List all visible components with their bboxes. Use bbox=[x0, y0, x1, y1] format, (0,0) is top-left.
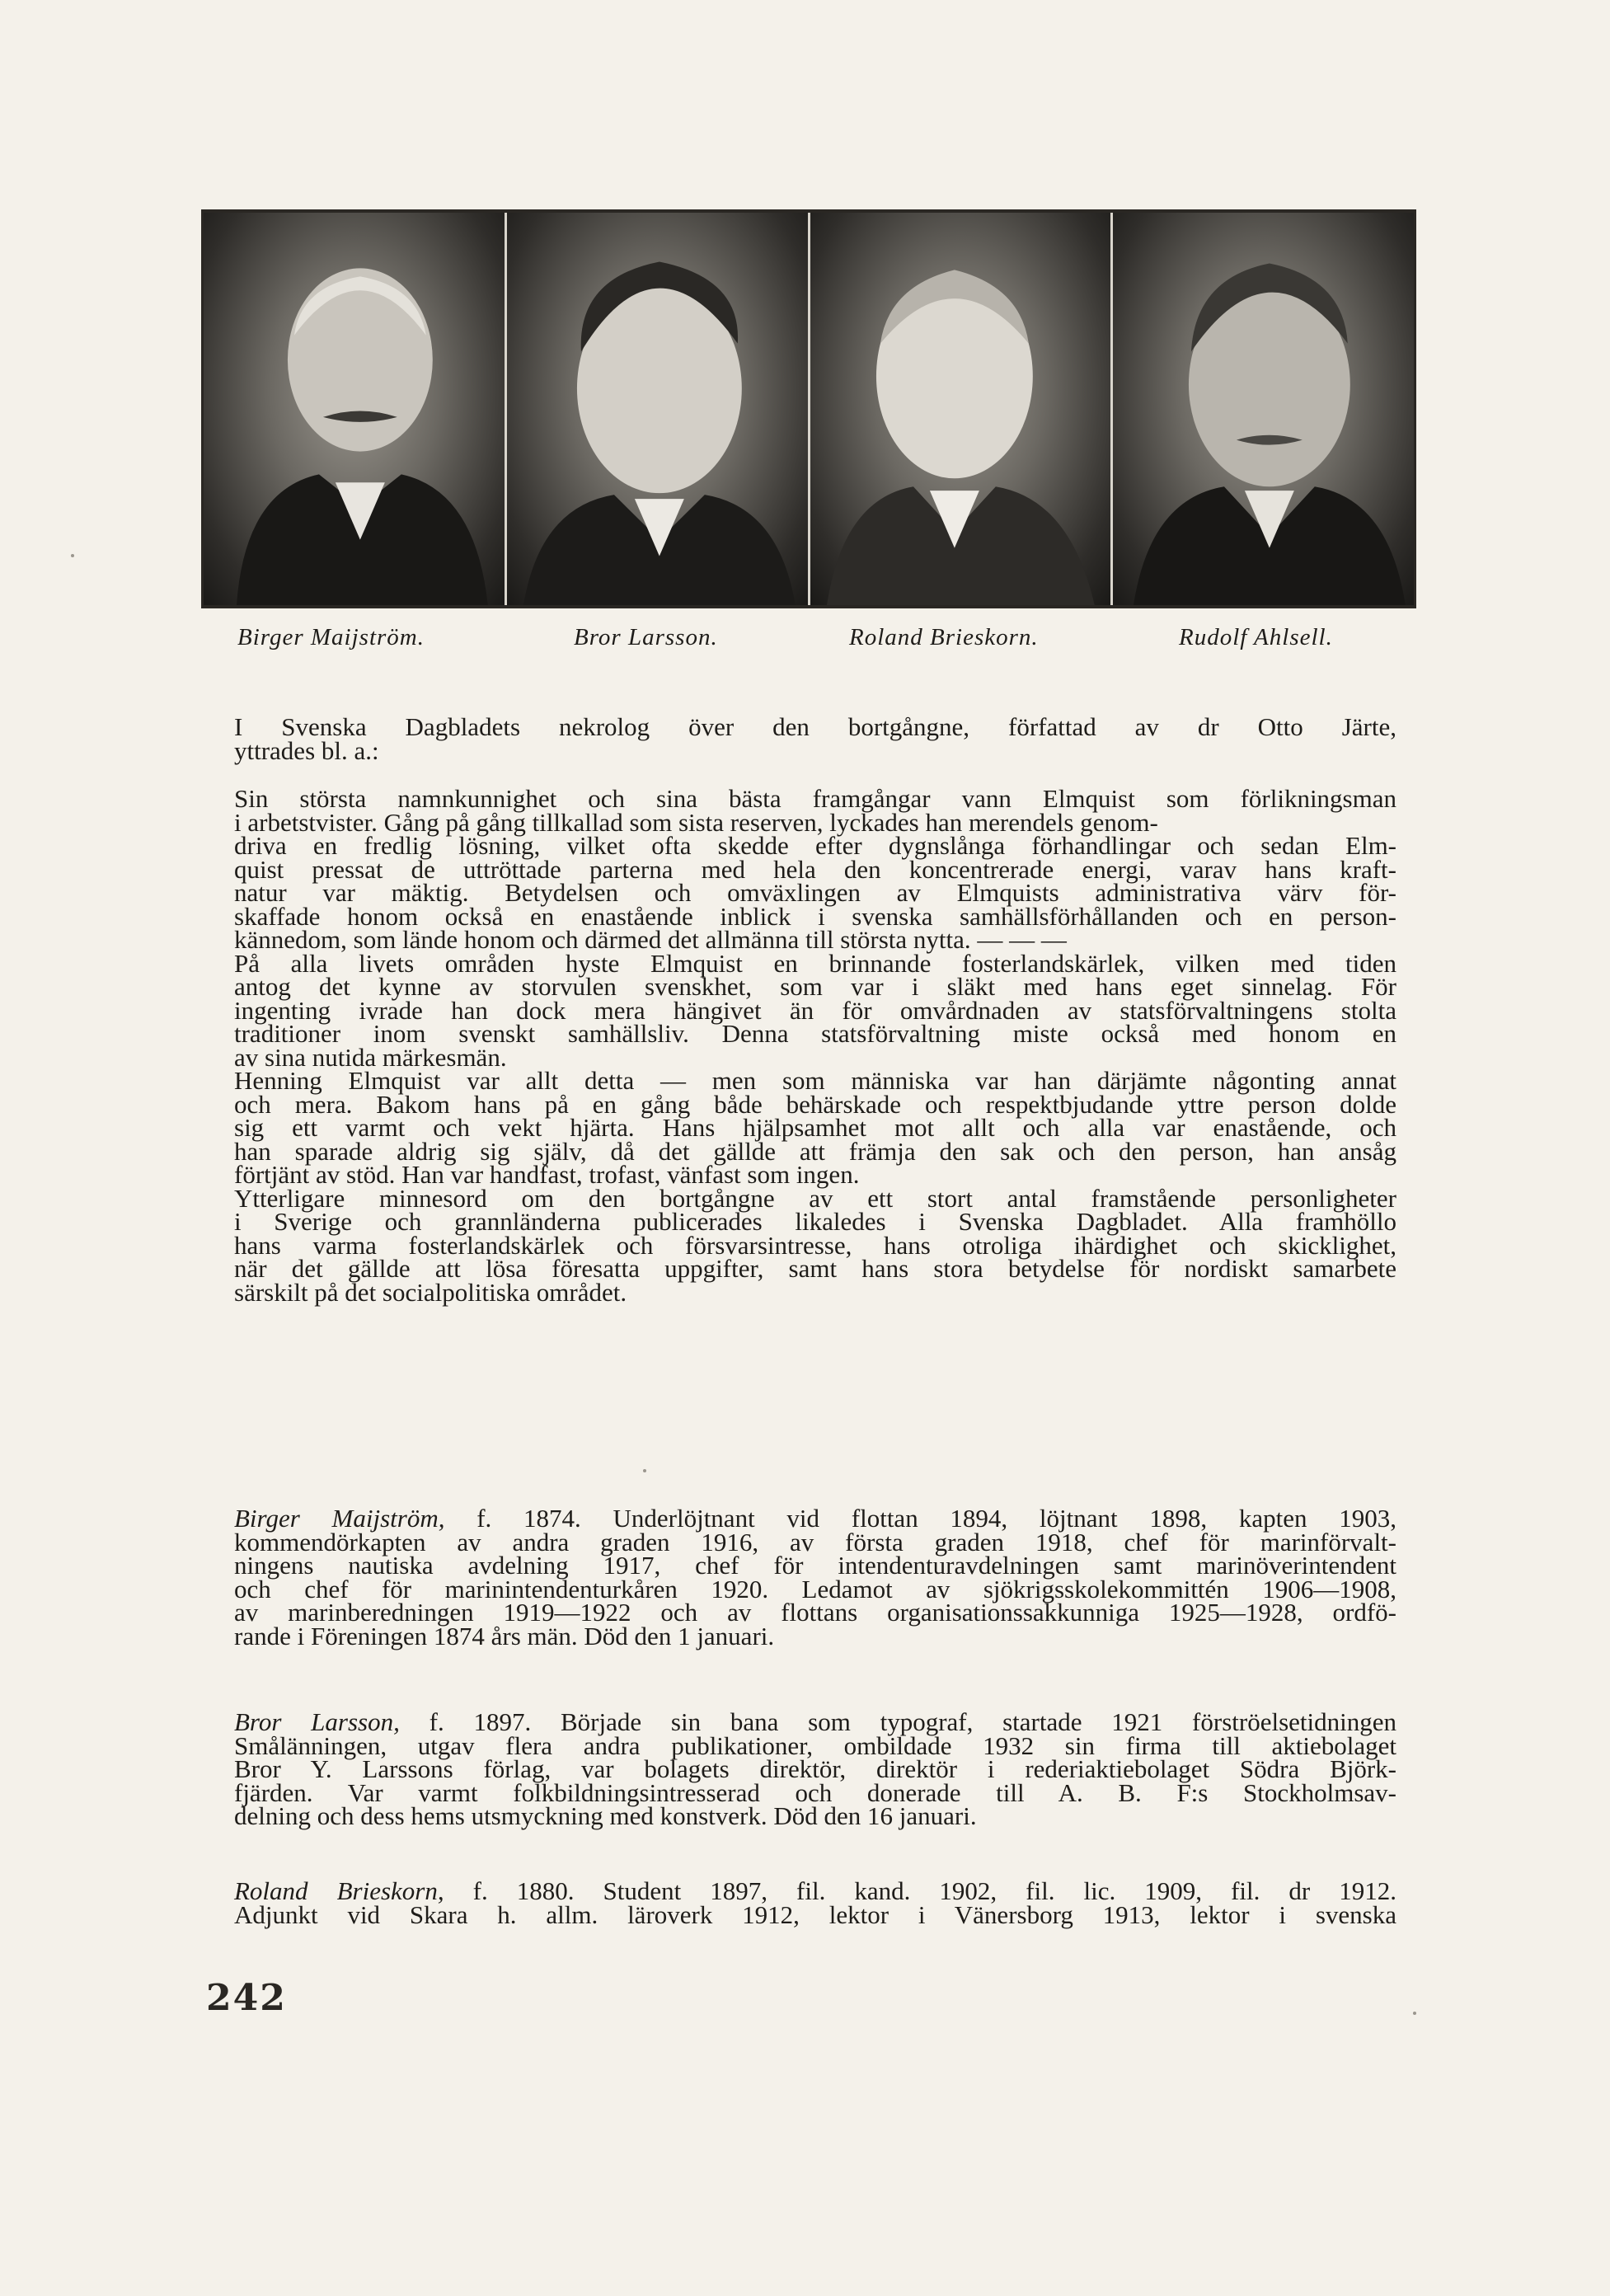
portrait-bror-larsson bbox=[507, 213, 810, 605]
text-line: skaffade honom också en enastående inblick i svenska samhällsförhållanden och en person- bbox=[234, 901, 1396, 931]
text-line: och mera. Bakom hans på en gång både behärskade och respektbjudande yttre person dolde bbox=[234, 1089, 1396, 1119]
text-line: av sina nutida märkesmän. bbox=[234, 1042, 507, 1072]
text-line: ningens nautiska avdelning 1917, chef för intendenturavdelningen samt marinöverintendent bbox=[234, 1551, 1396, 1580]
text-line: och chef för marinintendenturkåren 1920. Ledamot av sjökrigsskolekommittén 1906—1908, bbox=[234, 1574, 1396, 1603]
paper-speck bbox=[1413, 2012, 1416, 2015]
text-line: yttrades bl. a.: bbox=[234, 735, 379, 765]
paper-speck bbox=[643, 1469, 646, 1472]
bio-roland-brieskorn bbox=[234, 1876, 1396, 1929]
portrait-silhouette bbox=[810, 213, 1111, 605]
portrait-silhouette bbox=[1113, 213, 1414, 605]
text-line: hans varma fosterlandskärlek och försvarsintresse, hans otroliga ihärdighet och skicklighet, bbox=[234, 1230, 1396, 1260]
text-line: Sin största namnkunnighet och sina bästa framgångar vann Elmquist som förlikningsman bbox=[234, 784, 1396, 813]
text-line: quist pressat de uttröttade parterna med hela den koncentrerade energi, varav hans kraft- bbox=[234, 854, 1396, 884]
text-line: ingenting ivrade han dock mera hängivet än för omvårdnaden av statsförvaltningens stolta bbox=[234, 995, 1396, 1025]
caption-roland-brieskorn: Roland Brieskorn. bbox=[849, 624, 1039, 650]
portrait-silhouette bbox=[507, 213, 808, 605]
text-line: Bror Y. Larssons förlag, var bolagets direktör, direktör i rederiaktiebolaget Södra Björk- bbox=[234, 1754, 1396, 1783]
text-line: Ytterligare minnesord om den bortgångne av ett stort antal framstående personligheter bbox=[234, 1183, 1396, 1213]
intro-paragraph bbox=[234, 712, 1396, 765]
caption-bror-larsson: Bror Larsson. bbox=[574, 624, 718, 650]
text-line: i arbetstvister. Gång på gång tillkallad som sista reserven, lyckades han merendels genom- bbox=[234, 807, 1158, 837]
caption-birger-maijstrom: Birger Maijström. bbox=[237, 624, 425, 650]
bio-first-line: f. 1880. Student 1897, fil. kand. 1902, fil. lic. 1909, fil. dr 1912. bbox=[444, 1876, 1396, 1905]
text-line: Adjunkt vid Skara h. allm. läroverk 1912, lektor i Vänersborg 1913, lektor i svenska bbox=[234, 1899, 1396, 1929]
text-line: kommendörkapten av andra graden 1916, av första graden 1918, chef för marinförvalt- bbox=[234, 1527, 1396, 1556]
bio-bror-larsson bbox=[234, 1707, 1396, 1830]
text-line: delning och dess hems utsmyckning med konstverk. Död den 16 januari. bbox=[234, 1801, 977, 1830]
text-line: traditioner inom svenskt samhällsliv. Denna statsförvaltning miste också med honom en bbox=[234, 1019, 1396, 1048]
text-line: På alla livets områden hyste Elmquist en brinnande fosterlandskärlek, vilken med tiden bbox=[234, 948, 1396, 978]
text-line: Smålänningen, utgav flera andra publikationer, ombildade 1932 sin firma till aktiebolaget bbox=[234, 1730, 1396, 1760]
bio-name: Bror Larsson, bbox=[234, 1707, 400, 1736]
portrait-birger-maijstrom bbox=[204, 213, 507, 605]
page-number: 242 bbox=[206, 1977, 287, 2019]
text-line: av marinberedningen 1919—1922 och av flottans organisationssakkunniga 1925—1928, ordfö- bbox=[234, 1598, 1396, 1627]
portrait-captions bbox=[234, 624, 1388, 657]
obituary-quote bbox=[234, 784, 1396, 1307]
bio-name: Birger Maijström, bbox=[234, 1504, 445, 1533]
text-line: förtjänt av stöd. Han var handfast, trofast, vänfast som ingen. bbox=[234, 1160, 860, 1189]
text-line: natur var mäktig. Betydelsen och omväxlingen av Elmquists administrativa värv för- bbox=[234, 878, 1396, 907]
text-line: kännedom, som lände honom och därmed det allmänna till största nytta. — — — bbox=[234, 925, 1067, 954]
bio-birger-maijstrom bbox=[234, 1504, 1396, 1650]
text-line: fjärden. Var varmt folkbildningsintresserad och donerade till A. B. F:s Stockholmsav- bbox=[234, 1777, 1396, 1807]
text-line: särskilt på det socialpolitiska området. bbox=[234, 1277, 627, 1307]
bio-first-line: f. 1897. Började sin bana som typograf, startade 1921 förströelsetidningen bbox=[399, 1707, 1396, 1736]
bio-first-line: f. 1874. Underlöjtnant vid flottan 1894, löjtnant 1898, kapten 1903, bbox=[444, 1504, 1396, 1533]
text-line: rande i Föreningen 1874 års män. Död den 1 januari. bbox=[234, 1621, 775, 1650]
text-line: I Svenska Dagbladets nekrolog över den bortgångne, författad av dr Otto Järte, bbox=[234, 712, 1396, 741]
text-line: i Sverige och grannländerna publicerades likaledes i Svenska Dagbladet. Alla framhöllo bbox=[234, 1207, 1396, 1236]
portrait-rudolf-ahlsell bbox=[1113, 213, 1414, 605]
portrait-strip bbox=[201, 209, 1416, 608]
portrait-roland-brieskorn bbox=[810, 213, 1114, 605]
portrait-silhouette bbox=[204, 213, 505, 605]
text-line: när det gällde att lösa föresatta uppgifter, samt hans stora betydelse för nordiskt samarbete bbox=[234, 1254, 1396, 1283]
caption-rudolf-ahlsell: Rudolf Ahlsell. bbox=[1179, 624, 1333, 650]
text-line: sig ett varmt och vekt hjärta. Hans hjälpsamhet mot allt och alla var enastående, och bbox=[234, 1113, 1396, 1142]
text-line: han sparade aldrig sig själv, då det gällde att främja den sak och den person, han ansåg bbox=[234, 1136, 1396, 1166]
text-line: driva en fredlig lösning, vilket ofta skedde efter dygnslånga förhandlingar och sedan Elm- bbox=[234, 831, 1396, 860]
bio-name: Roland Brieskorn, bbox=[234, 1876, 444, 1905]
text-line: antog det kynne av storvulen svenskhet, som var i släkt med hans eget sinnelag. För bbox=[234, 972, 1396, 1001]
paper-speck bbox=[71, 554, 74, 557]
text-line: Henning Elmquist var allt detta — men som människa var han därjämte någonting annat bbox=[234, 1066, 1396, 1095]
